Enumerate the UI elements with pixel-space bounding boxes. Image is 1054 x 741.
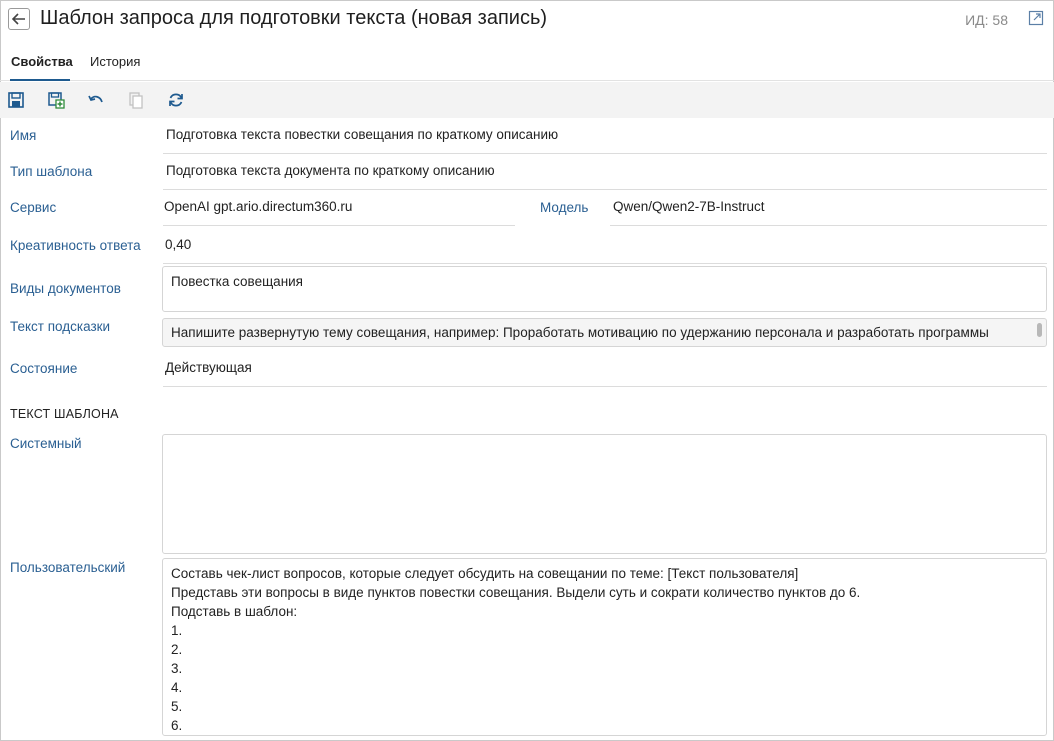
- save-and-create-button[interactable]: [46, 90, 66, 110]
- save-and-create-icon: [47, 91, 65, 109]
- tab-properties[interactable]: Свойства: [10, 54, 70, 81]
- doc-kinds-value: Повестка совещания: [171, 274, 303, 289]
- model-label: Модель: [540, 200, 589, 215]
- save-icon: [7, 91, 25, 109]
- service-label: Сервис: [10, 200, 57, 215]
- user-prompt-field[interactable]: [162, 558, 1047, 736]
- doc-kinds-label: Виды документов: [10, 281, 121, 296]
- state-label: Состояние: [10, 361, 78, 376]
- doc-kinds-field[interactable]: [162, 266, 1047, 312]
- creativity-field[interactable]: 0,40: [163, 237, 1047, 264]
- hint-scrollbar[interactable]: [1037, 323, 1042, 337]
- hint-field[interactable]: [162, 318, 1047, 347]
- toolbar: [0, 82, 1054, 118]
- service-field[interactable]: OpenAI gpt.ario.directum360.ru: [163, 199, 515, 226]
- undo-icon: [87, 91, 105, 109]
- save-button[interactable]: [6, 90, 26, 110]
- refresh-button[interactable]: [166, 90, 186, 110]
- system-prompt-field[interactable]: [162, 434, 1047, 554]
- back-button[interactable]: [8, 8, 30, 30]
- user-prompt-label: Пользовательский: [10, 560, 126, 575]
- open-in-new-window-button[interactable]: [1028, 10, 1044, 26]
- copy-icon: [127, 91, 145, 109]
- name-label: Имя: [10, 128, 37, 143]
- tab-bar: [0, 46, 1054, 81]
- refresh-icon: [167, 91, 185, 109]
- copy-button[interactable]: [126, 90, 146, 110]
- undo-button[interactable]: [86, 90, 106, 110]
- record-id: ИД: 58: [965, 12, 1008, 28]
- name-field[interactable]: Подготовка текста повестки совещания по краткому описанию: [163, 127, 1047, 154]
- system-prompt-label: Системный: [10, 436, 82, 451]
- system-prompt-value: [163, 435, 1046, 445]
- user-prompt-value: Составь чек-лист вопросов, которые следует обсудить на совещании по теме: [Текст пользователя] Представь эти вопросы в виде пунктов повестки совещания. Выдели суть и сократи количество пунктов до 6. Подставь в шаблон: 1. 2. 3. 4. 5. 6.: [171, 566, 861, 733]
- model-field[interactable]: Qwen/Qwen2-7B-Instruct: [610, 199, 1047, 226]
- hint-label: Текст подсказки: [10, 319, 111, 334]
- page-title: Шаблон запроса для подготовки текста (новая запись): [40, 7, 548, 29]
- state-field[interactable]: Действующая: [163, 360, 1047, 387]
- creativity-label: Креативность ответа: [10, 238, 141, 253]
- external-link-icon: [1028, 10, 1044, 26]
- hint-value: Напишите развернутую тему совещания, например: Проработать мотивацию по удержанию персонала и разработать программы: [171, 325, 989, 340]
- template-text-section-title: ТЕКСТ ШАБЛОНА: [10, 407, 119, 421]
- template-type-label: Тип шаблона: [10, 164, 93, 179]
- arrow-left-icon: [12, 13, 26, 25]
- template-type-field[interactable]: Подготовка текста документа по краткому описанию: [163, 163, 1047, 190]
- tab-history[interactable]: История: [90, 54, 141, 69]
